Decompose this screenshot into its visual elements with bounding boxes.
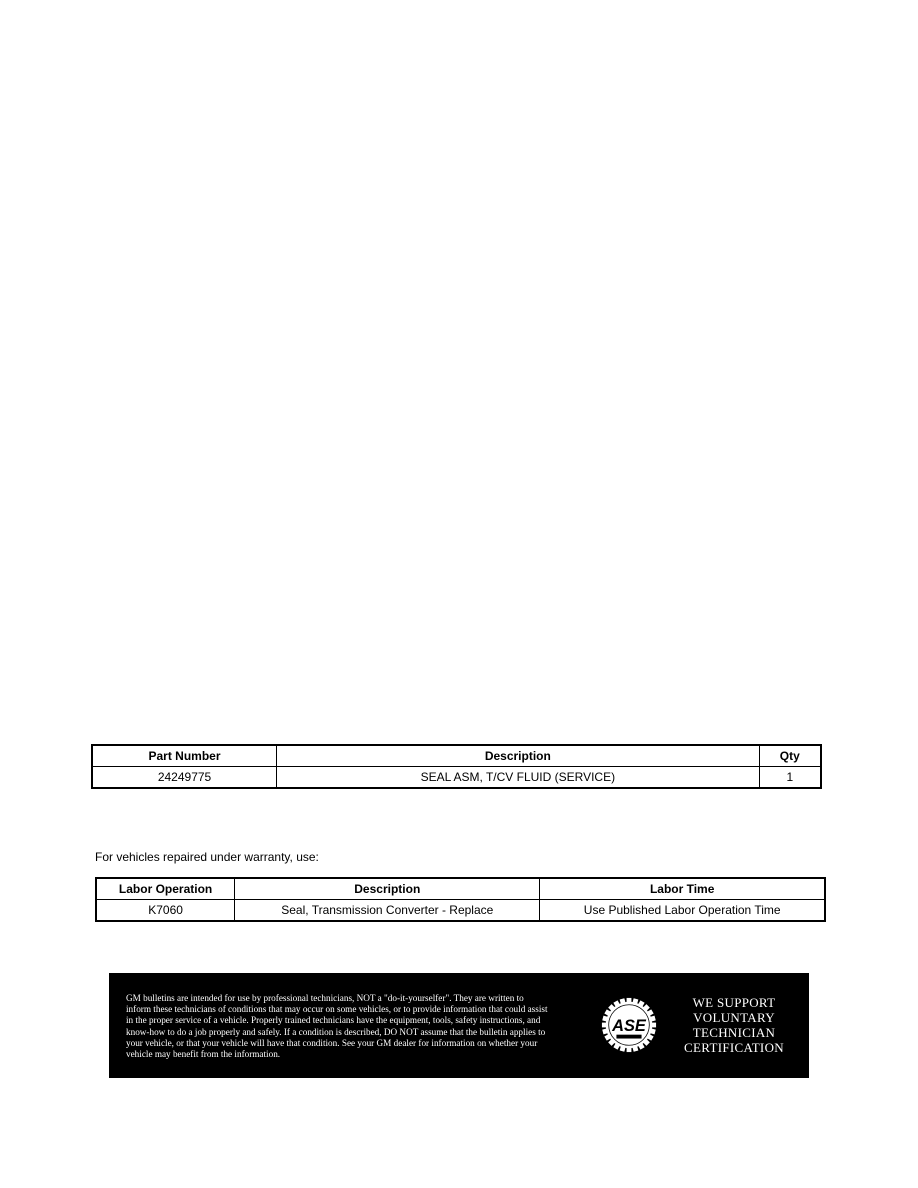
parts-table-header-row [92, 745, 821, 767]
column-header-part-number: Part Number [92, 745, 277, 767]
parts-table [91, 744, 822, 789]
disclaimer-line: in the proper service of a vehicle. Properly trained technicians have the equipment, tools, safety instructions, and [126, 1015, 541, 1026]
column-header-description: Description [235, 878, 540, 900]
labor-table [95, 877, 826, 922]
column-header-labor-time: Labor Time [540, 878, 825, 900]
part-description-cell: SEAL ASM, T/CV FLUID (SERVICE) [277, 767, 760, 789]
part-number-cell: 24249775 [92, 767, 277, 789]
table-row [92, 767, 821, 789]
certification-line: CERTIFICATION [684, 1040, 784, 1055]
labor-table-header-row [96, 878, 825, 900]
part-qty-cell: 1 [759, 767, 821, 789]
disclaimer-banner [109, 973, 809, 1078]
disclaimer-line: your vehicle, or that your vehicle will have that condition. See your GM dealer for information on whether your [126, 1037, 538, 1048]
disclaimer-line: GM bulletins are intended for use by professional technicians, NOT a "do-it-yourselfer". They are written to [126, 993, 524, 1003]
disclaimer-line: inform these technicians of conditions that may occur on some vehicles, or to provide information that could assist [126, 1004, 548, 1015]
certification-line: VOLUNTARY [693, 1010, 775, 1025]
disclaimer-text [126, 993, 604, 1060]
certification-statement [675, 995, 793, 1055]
labor-description-cell: Seal, Transmission Converter - Replace [235, 900, 540, 922]
ase-logo-text: ASE [612, 1016, 646, 1035]
column-header-qty: Qty [759, 745, 821, 767]
disclaimer-line: vehicle may benefit from the information. [126, 1049, 281, 1060]
certification-line: TECHNICIAN [692, 1025, 776, 1040]
column-header-labor-operation: Labor Operation [96, 878, 235, 900]
warranty-note: For vehicles repaired under warranty, use: [95, 850, 319, 864]
labor-time-cell: Use Published Labor Operation Time [540, 900, 825, 922]
certification-line: WE SUPPORT [692, 995, 776, 1010]
column-header-description: Description [277, 745, 760, 767]
table-row [96, 900, 825, 922]
ase-logo-icon [600, 996, 658, 1054]
disclaimer-line: know-how to do a job properly and safely. If a condition is described, DO NOT assume that the bulletin applies to [126, 1026, 546, 1037]
labor-operation-cell: K7060 [96, 900, 235, 922]
